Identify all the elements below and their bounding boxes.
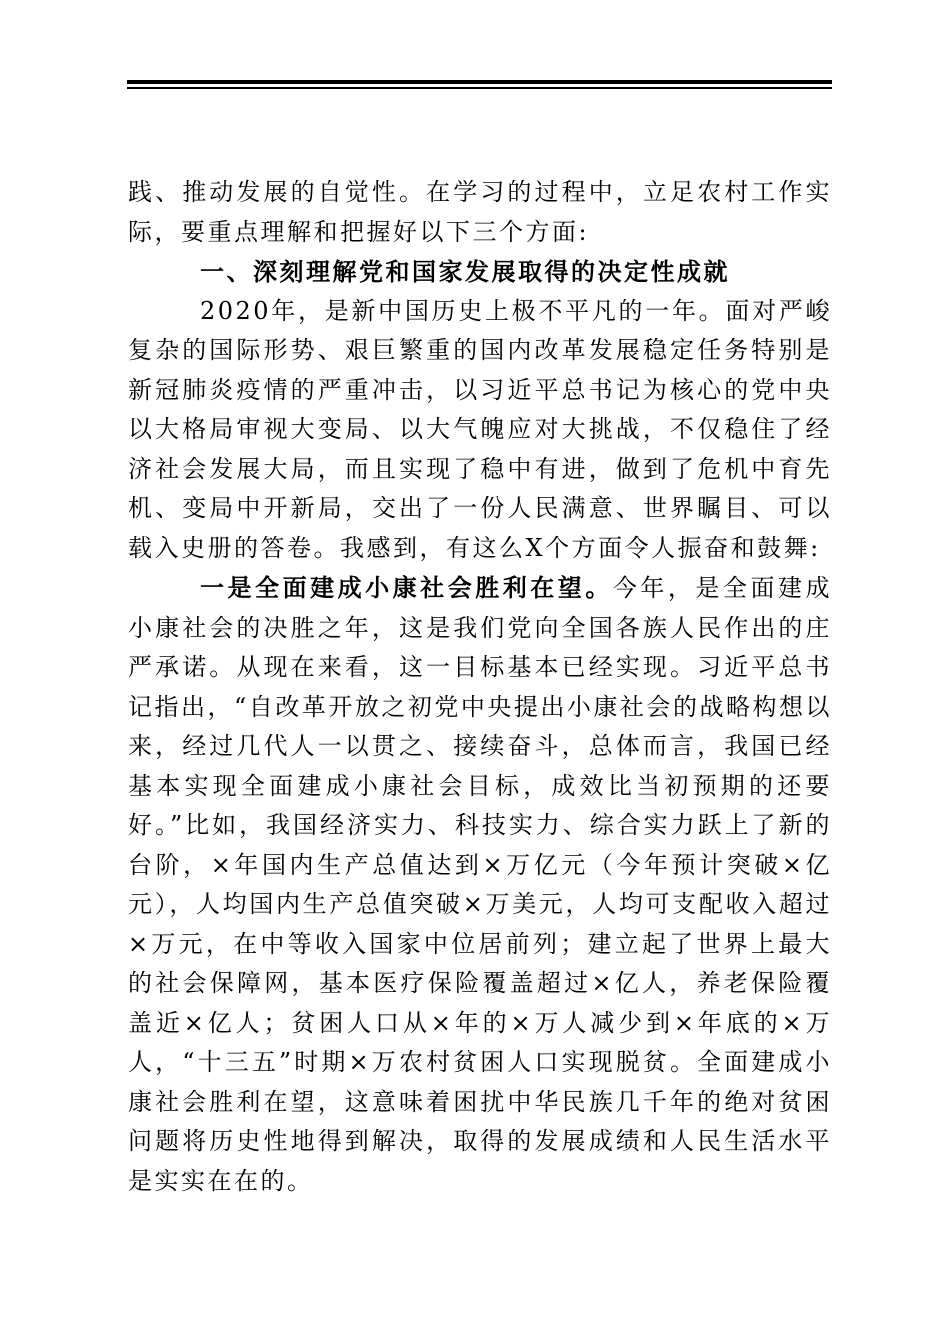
document-body	[128, 173, 832, 1201]
header-rule-thin	[127, 87, 832, 89]
paragraph-2020-overview: 2020年，是新中国历史上极不平凡的一年。面对严峻复杂的国际形势、艰巨繁重的国内改革发展稳定任务特别是新冠肺炎疫情的严重冲击，以习近平总书记为核心的党中央以大格局审视大变局、以大气魄应对大挑战，不仅稳住了经济社会发展大局，而且实现了稳中有进，做到了危机中育先机、变局中开新局，交出了一份人民满意、世界瞩目、可以载入史册的答卷。我感到，有这么X个方面令人振奋和鼓舞:	[128, 296, 832, 562]
paragraph-body-text: 今年，是全面建成小康社会的决胜之年，这是我们党向全国各族人民作出的庄严承诺。从现在来看，这一目标基本已经实现。习近平总书记指出，“自改革开放之初党中央提出小康社会的战略构想以来，经过几代人一以贯之、接续奋斗，总体而言，我国已经基本实现全面建成小康社会目标，成效比当初预期的还要好。”比如，我国经济实力、科技实力、综合实力跃上了新的台阶，×年国内生产总值达到×万亿元（今年预计突破×亿元），人均国内生产总值突破×万美元，人均可支配收入超过×万元，在中等收入国家中位居前列；建立起了世界上最大的社会保障网，基本医疗保险覆盖超过×亿人，养老保险覆盖近×亿人；贫困人口从×年的×万人减少到×年底的×万人，“十三五”时期×万农村贫困人口实现脱贫。全面建成小康社会胜利在望，这意味着困扰中华民族几千年的绝对贫困问题将历史性地得到解决，取得的发展成绩和人民生活水平是实实在在的。	[128, 574, 833, 1195]
paragraph-lead-bold: 一是全面建成小康社会胜利在望。	[200, 573, 613, 602]
paragraph-xiaokang	[128, 568, 832, 1201]
section-heading: 一、深刻理解党和国家发展取得的决定性成就	[200, 257, 730, 286]
header-rule-thick	[127, 80, 832, 84]
paragraph-continuation: 践、推动发展的自觉性。在学习的过程中，立足农村工作实际，要重点理解和把握好以下三个方面:	[128, 178, 832, 246]
header-double-rule	[127, 80, 832, 89]
